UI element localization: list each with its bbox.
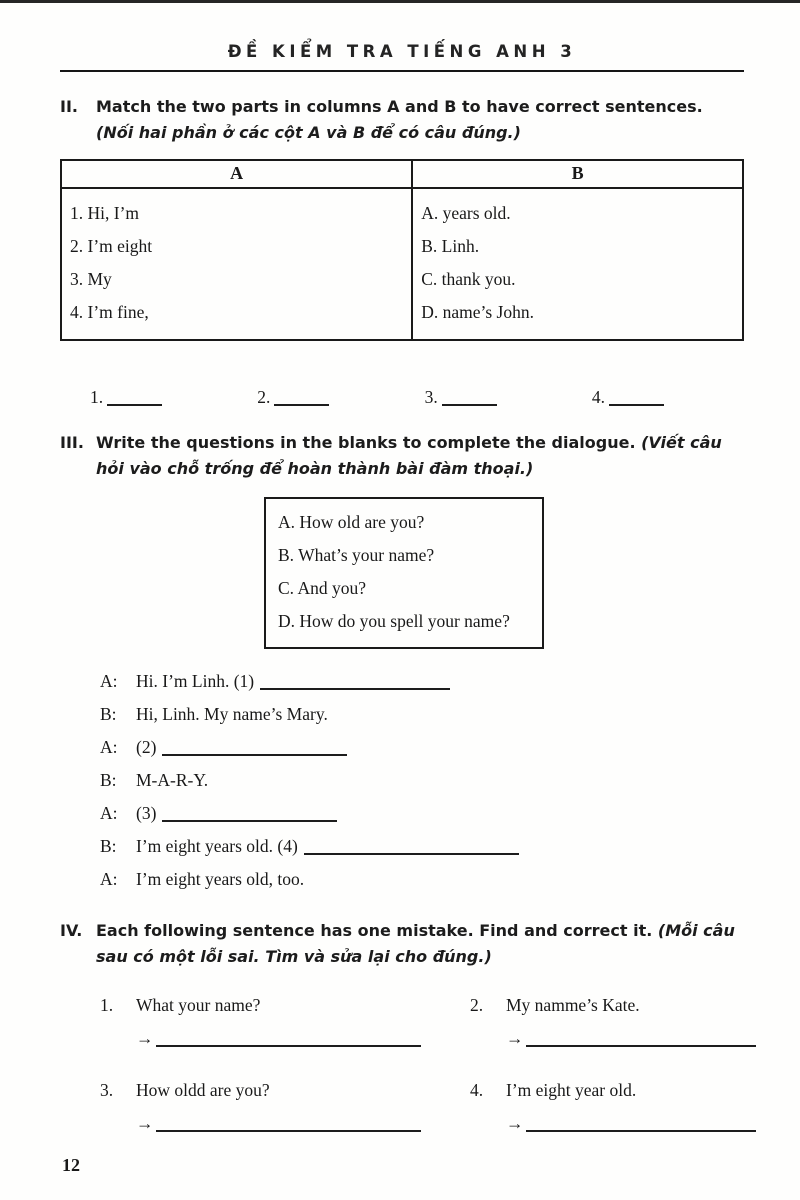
match-item-a4: 4. I’m fine, xyxy=(70,302,149,323)
answer-row xyxy=(90,387,664,408)
match-table-header-row xyxy=(61,160,743,188)
section-iii-heading xyxy=(60,430,744,481)
correction-item-4 xyxy=(470,1075,756,1105)
options-box xyxy=(264,497,544,649)
arrow-icon: → xyxy=(506,1027,524,1048)
scan-edge-artifact xyxy=(0,0,800,3)
correction-blank xyxy=(526,1120,756,1132)
dialogue-line-2 xyxy=(100,698,744,731)
options-box-wrapper xyxy=(264,497,744,649)
answer-slot-4 xyxy=(592,387,664,408)
dialogue-text: Hi, Linh. My name’s Mary. xyxy=(136,704,328,725)
match-item-a3: 3. My xyxy=(70,269,112,290)
dialogue-line-7 xyxy=(100,863,744,896)
instruction-vietnamese: (Viết câu hỏi vào chỗ trống để hoàn thành bài đàm thoại.) xyxy=(96,433,722,478)
item-number: 3. xyxy=(100,1079,114,1100)
section-iii-number: III. xyxy=(60,433,84,453)
section-match xyxy=(60,94,744,408)
dialogue-text: Hi. I’m Linh. (1) xyxy=(136,671,255,692)
dialogue-text: (3) xyxy=(136,803,157,824)
dialogue-line-5 xyxy=(100,797,744,830)
speaker-label: B: xyxy=(100,704,117,725)
title-divider xyxy=(60,70,744,72)
section-ii-number: II. xyxy=(60,97,78,116)
section-iv-number: IV. xyxy=(60,921,83,941)
match-item-a1: 1. Hi, I’m xyxy=(70,203,140,224)
column-header-a: A xyxy=(61,160,412,188)
dialogue-text: (2) xyxy=(136,737,157,758)
dialogue-text: I’m eight years old, too. xyxy=(136,869,305,890)
option-d: D. How do you spell your name? xyxy=(278,611,510,632)
correction-item-3 xyxy=(100,1075,470,1105)
answer-blank xyxy=(274,394,329,406)
option-a: A. How old are you? xyxy=(278,512,425,533)
item-number: 2. xyxy=(470,994,484,1015)
section-iv-instruction xyxy=(96,918,744,969)
answer-blank xyxy=(107,394,162,406)
section-ii-heading xyxy=(60,94,744,145)
corrections-grid xyxy=(100,990,744,1160)
answer-slot-3 xyxy=(425,387,497,408)
option-b: B. What’s your name? xyxy=(278,545,435,566)
match-item-b2: B. Linh. xyxy=(421,236,480,257)
section-ii-instruction xyxy=(96,94,744,145)
arrow-icon: → xyxy=(136,1027,154,1048)
instruction-vietnamese: (Mỗi câu sau có một lỗi sai. Tìm và sửa lại cho đúng.) xyxy=(96,921,735,966)
speaker-label: A: xyxy=(100,869,118,890)
match-item-b3: C. thank you. xyxy=(421,269,516,290)
dialogue-text: M-A-R-Y. xyxy=(136,770,209,791)
answer-number: 3. xyxy=(424,387,438,408)
section-iii-instruction xyxy=(96,430,744,481)
item-text: What your name? xyxy=(136,994,261,1015)
match-table xyxy=(60,159,744,341)
answer-number: 4. xyxy=(591,387,605,408)
item-number: 1. xyxy=(100,994,114,1015)
match-item-a2: 2. I’m eight xyxy=(70,236,153,257)
dialogue-blank-3 xyxy=(162,810,337,822)
page-number: 12 xyxy=(62,1155,80,1175)
item-text: My namme’s Kate. xyxy=(506,994,640,1015)
correction-answer-2 xyxy=(506,1028,756,1049)
item-number: 4. xyxy=(470,1079,484,1100)
correction-blank xyxy=(156,1035,421,1047)
item-text: I’m eight year old. xyxy=(506,1079,637,1100)
correction-item-1 xyxy=(100,990,470,1020)
correction-blank xyxy=(156,1120,421,1132)
column-a-cell xyxy=(61,188,412,340)
section-corrections xyxy=(60,918,744,1159)
instruction-vietnamese: (Nối hai phần ở các cột A và B để có câu đúng.) xyxy=(96,122,521,142)
section-dialogue xyxy=(60,430,744,896)
answer-slot-1 xyxy=(90,387,162,408)
match-item-b1: A. years old. xyxy=(421,203,511,224)
column-header-b: B xyxy=(412,160,743,188)
match-table-body-row xyxy=(61,188,743,340)
correction-answer-3 xyxy=(136,1113,470,1134)
instruction-english: Write the questions in the blanks to complete the dialogue. xyxy=(96,433,636,453)
correction-answer-1 xyxy=(136,1028,470,1049)
instruction-english: Match the two parts in columns A and B to have correct sentences. xyxy=(96,97,703,116)
correction-answer-4 xyxy=(506,1113,756,1134)
speaker-label: B: xyxy=(100,836,117,857)
arrow-icon: → xyxy=(506,1112,524,1133)
speaker-label: A: xyxy=(100,737,118,758)
dialogue-text: I’m eight years old. (4) xyxy=(136,836,298,857)
dialogue-blank-4 xyxy=(304,843,519,855)
speaker-label: A: xyxy=(100,671,118,692)
answer-number: 2. xyxy=(257,387,271,408)
match-item-b4: D. name’s John. xyxy=(421,302,534,323)
dialogue xyxy=(60,665,744,896)
dialogue-line-4 xyxy=(100,764,744,797)
dialogue-blank-2 xyxy=(162,744,347,756)
instruction-english: Each following sentence has one mistake. Find and correct it. xyxy=(96,921,653,941)
answer-number: 1. xyxy=(90,387,104,408)
answer-blank xyxy=(609,394,664,406)
answer-blank xyxy=(442,394,497,406)
dialogue-line-1 xyxy=(100,665,744,698)
dialogue-line-3 xyxy=(100,731,744,764)
page-title: ĐỀ KIỂM TRA TIẾNG ANH 3 xyxy=(227,42,577,61)
dialogue-line-6 xyxy=(100,830,744,863)
speaker-label: B: xyxy=(100,770,117,791)
section-iv-heading xyxy=(60,918,744,969)
dialogue-blank-1 xyxy=(260,678,450,690)
correction-item-2 xyxy=(470,990,756,1020)
correction-blank xyxy=(526,1035,756,1047)
arrow-icon: → xyxy=(136,1112,154,1133)
answer-slot-2 xyxy=(257,387,329,408)
item-text: How oldd are you? xyxy=(136,1079,270,1100)
option-c: C. And you? xyxy=(278,578,366,599)
speaker-label: A: xyxy=(100,803,118,824)
column-b-cell xyxy=(412,188,743,340)
